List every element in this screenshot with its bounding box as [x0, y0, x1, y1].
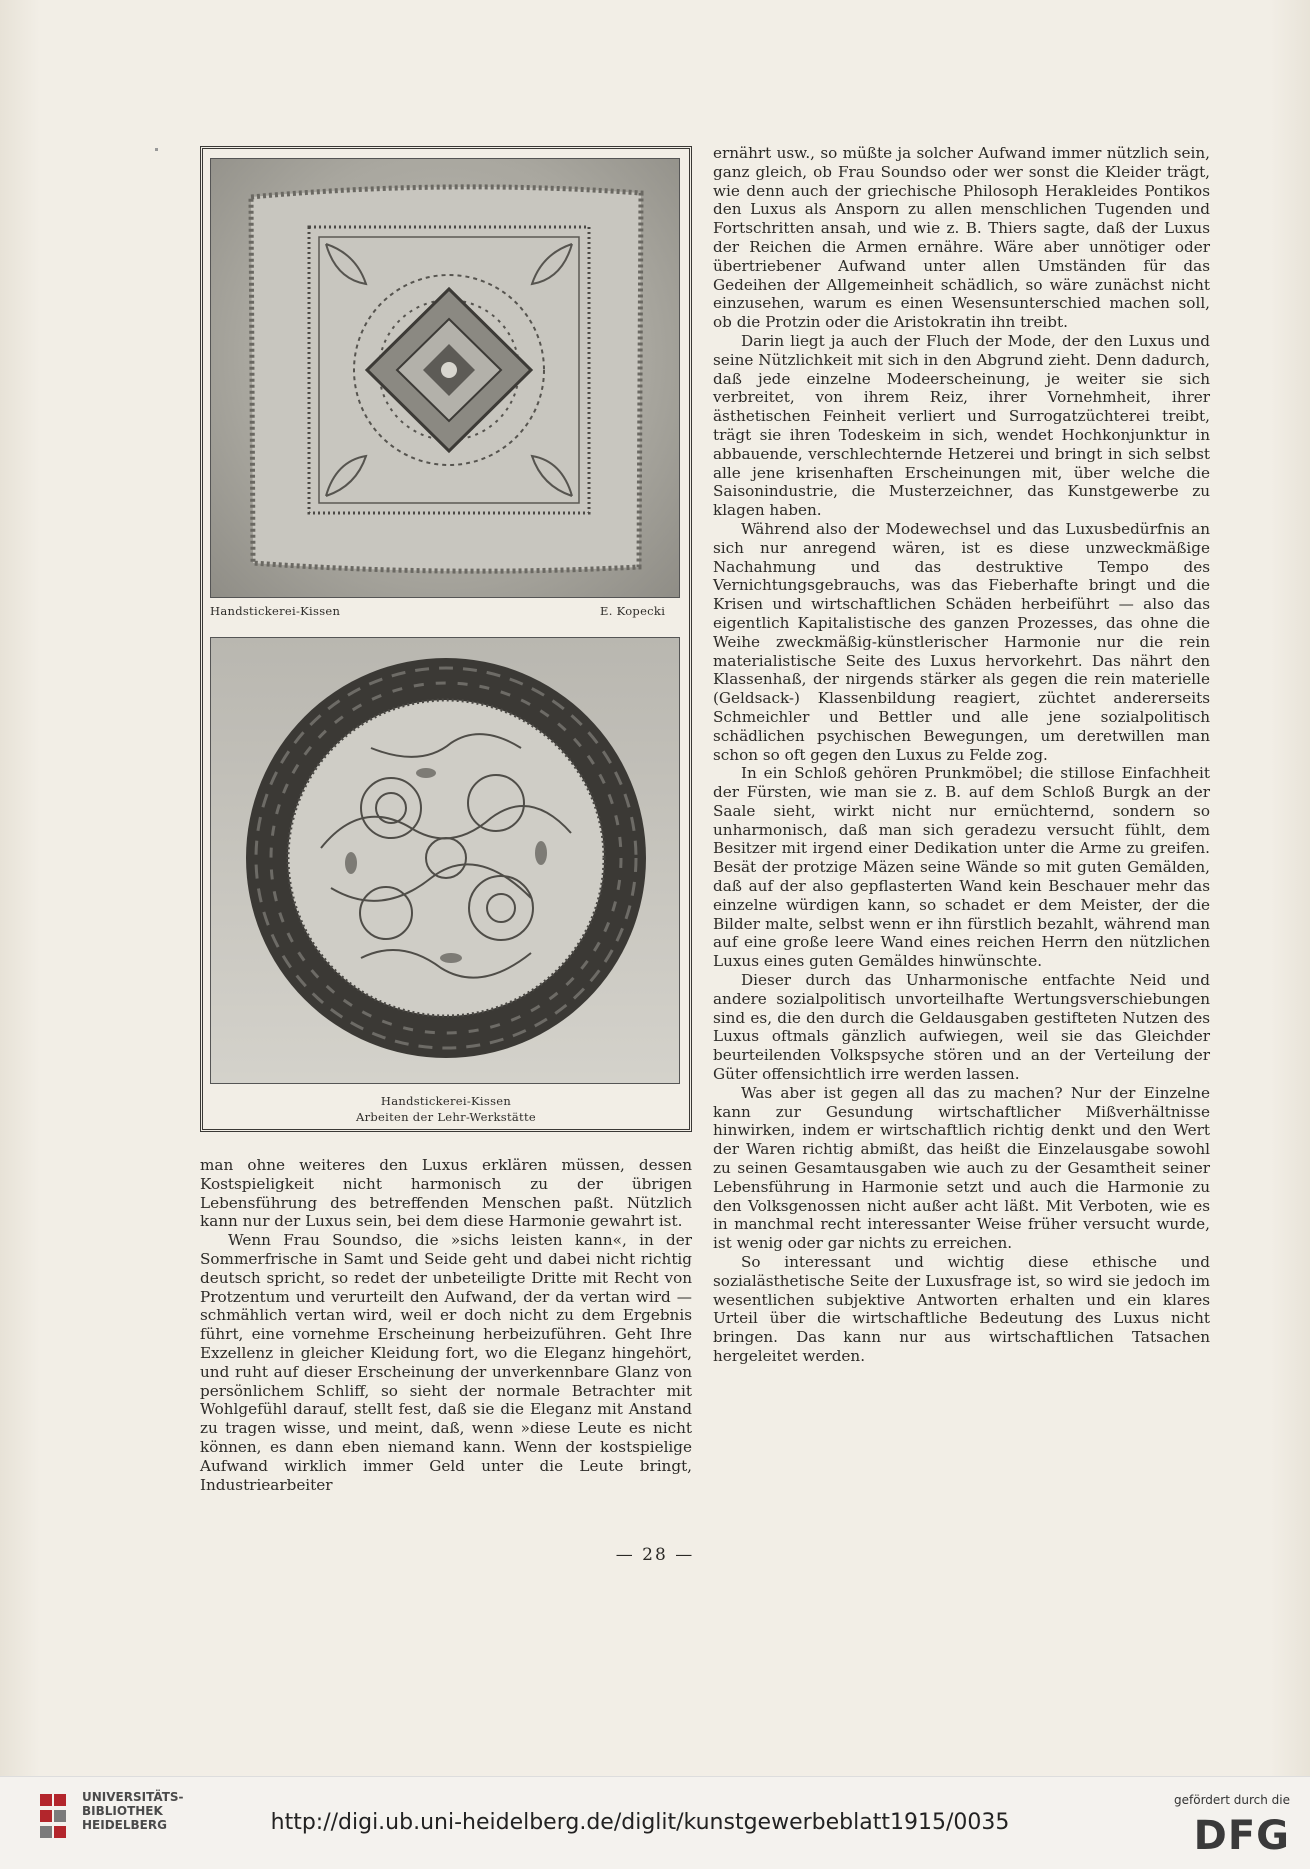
university-name: UNIVERSITÄTS- BIBLIOTHEK HEIDELBERG — [82, 1790, 184, 1832]
right-paragraph-4: In ein Schloß gehören Prunkmöbel; die stillose Einfachheit der Fürsten, wie man sie z. B. auf dem Schloß Burgk an der Saale sieht, wirkt nicht nur ernüchternd, sondern so unharmonisch, daß man sich geradezu versucht fühlt, dem Besitzer mit irgend einer Dedikation unter die Arme zu greifen. Besät der protzige Mäzen seine Wände so mit guten Gemälden, daß auf der also gepflasterten Wand kein Beschauer mehr das einzelne würdigen kann, so schadet er dem Meister, der die Bilder malte, selbst wenn er ihn fürstlich bezahlt, während man auf eine große leere Wand eines reichen Herrn den nützlichen Luxus eines guten Gemäldes hinwünschte. — [713, 764, 1210, 971]
figure2-caption-credit: Arbeiten der Lehr-Werkstätte — [355, 1110, 537, 1124]
left-text-column — [200, 1156, 692, 1494]
right-paragraph-2: Darin liegt ja auch der Fluch der Mode, der den Luxus und seine Nützlichkeit mit sich in den Abgrund zieht. Denn dadurch, daß jede einzelne Modeerscheinung, je weiter sie sich verbreitet, von ihrem Reiz, ihrer Vornehmheit, ihrer ästhetischen Feinheit verliert und Surrogatzüchterei treibt, trägt sie ihren Todeskeim in sich, wendet Hochkonjunktur in abbauende, verschlechternde Hetzerei und bringt in sich selbst alle jene krisenhaften Erscheinungen mit, über welche die Saisonindustrie, die Musterzeichner, das Kunstgewerbe zu klagen haben. — [713, 331, 1210, 520]
university-logo-icon — [38, 1790, 74, 1850]
right-paragraph-6: Was aber ist gegen all das zu machen? Nur der Einzelne kann zur Gesundung wirtschaftlicher Mißverhältnisse hinwirken, indem er wirtschaftlich richtig denkt und den Wert der Waren richtig abmißt, das heißt die Einzelausgabe sowohl zu seinen Gesamtausgaben wie auch zu der Gesamtheit seiner Lebensführung in Harmonie setzt und auch die Harmonie zu den Volksgenossen nicht außer acht läßt. Mit Verboten, wie es in manchmal recht interessanter Weise früher versucht wurde, ist wenig oder gar nichts zu erreichen. — [713, 1083, 1210, 1253]
photo-round-cushion — [210, 637, 680, 1084]
funded-by-label: gefördert durch die — [1174, 1793, 1290, 1807]
dfg-logo: DFG — [1193, 1813, 1290, 1859]
right-paragraph-7: So interessant und wichtig diese ethische und sozialästhetische Seite der Luxusfrage ist, so wird sie jedoch im wesentlichen subjektive Antworten erhalten und ein klares Urteil über die wirtschaftliche Bedeutung des Luxus nicht bringen. Das kann nur aus wirtschaftlichen Tatsachen hergeleitet werden. — [713, 1253, 1210, 1365]
left-paragraph-2: Wenn Frau Soundso, die »sichs leisten kann«, in der Sommerfrische in Samt und Seide geht und dabei nicht richtig deutsch spricht, so redet der unbeteiligte Dritte mit Recht von Protzentum und verurteilt den Aufwand, der da vertan wird — schmählich vertan wird, weil er doch nicht zu dem Ergebnis führt, eine vornehme Erscheinung herbeizuführen. Geht Ihre Exzellenz in gleicher Kleidung fort, wo die Eleganz hingehört, und ruht auf dieser Erscheinung der unverkennbare Glanz von persönlichem Schliff, so sieht der normale Betrachter mit Wohlgefühl darauf, stellt fest, daß sie die Eleganz mit Anstand zu tragen wisse, und meint, daß, wenn »diese Leute es nicht können, es dann eben niemand kann. Wenn der kostspielige Aufwand wirklich immer Geld unter die Leute bringt, Industriearbeiter — [200, 1231, 692, 1494]
right-paragraph-1: ernährt usw., so müßte ja solcher Aufwand immer nützlich sein, ganz gleich, ob Frau Soundso oder wer sonst die Kleider trägt, wie denn auch der griechische Philosoph Herakleides Pontikos den Luxus als Ansporn zu allen menschlichen Tugenden und Fortschritten ansah, und wie z. B. Thiers sagte, daß der Luxus der Reichen die Armen ernähre. Wäre aber unnötiger oder übertriebener Aufwand unter allen Umständen für das Gedeihen der Allgemeinheit schädlich, so wäre zunächst nicht einzusehen, warum es einen Wesensunterschied machen soll, ob die Protzin oder die Aristokratin ihn treibt. — [713, 144, 1210, 332]
right-text-column — [713, 144, 1210, 1366]
photo-square-cushion — [210, 158, 680, 598]
right-paragraph-5: Dieser durch das Unharmonische entfachte Neid und andere sozialpolitisch unvorteilhafte Wertungsverschiebungen sind es, die den durch die Geldausgaben gestifteten Nutzen des Luxus oftmals gänzlich aufwiegen, weil sie das Gleichder beurteilenden Volkspsyche stören und an der Verteilung der Güter offensichtlich irre werden lassen. — [713, 971, 1210, 1084]
right-paragraph-3: Während also der Modewechsel und das Luxusbedürfnis an sich nur anregend wären, ist es diese unzweckmäßige Nachahmung und das destruktive Tempo des Vernichtungsgebrauchs, was das Fieberhafte bringt und die Krisen und wirtschaftlichen Schäden herbeiführt — also das eigentlich Kapitalistische des ganzen Prozesses, das ohne die Weihe zweckmäßig-künstlerischer Harmonie nur die rein materialistische Seite des Luxus hervorkehrt. Das nährt den Klassenhaß, der nirgends stärker als gegen die rein materielle (Geldsack-) Klassenbildung reagiert, züchtet andererseits Schmeichler und Bettler und alle jene sozialpolitisch schädlichen psychischen Bewegungen, um deretwillen man schon so oft gegen den Luxus zu Felde zog. — [713, 519, 1210, 764]
page-speck — [155, 148, 158, 151]
left-paragraph-1: man ohne weiteres den Luxus erklären müssen, dessen Kostspieligkeit nicht harmonisch zu der übrigen Lebensführung des betreffenden Menschen paßt. Nützlich kann nur der Luxus sein, bei dem diese Harmonie gewahrt ist. — [200, 1156, 692, 1231]
source-url[interactable]: http://digi.ub.uni-heidelberg.de/diglit/kunstgewerbeblatt1915/0035 — [270, 1810, 1010, 1835]
figure1-credit: E. Kopecki — [600, 604, 666, 618]
figure1-caption: Handstickerei-Kissen — [210, 604, 341, 618]
page-number: — 28 — — [615, 1545, 695, 1565]
figure2-caption-title: Handstickerei-Kissen — [380, 1094, 512, 1108]
